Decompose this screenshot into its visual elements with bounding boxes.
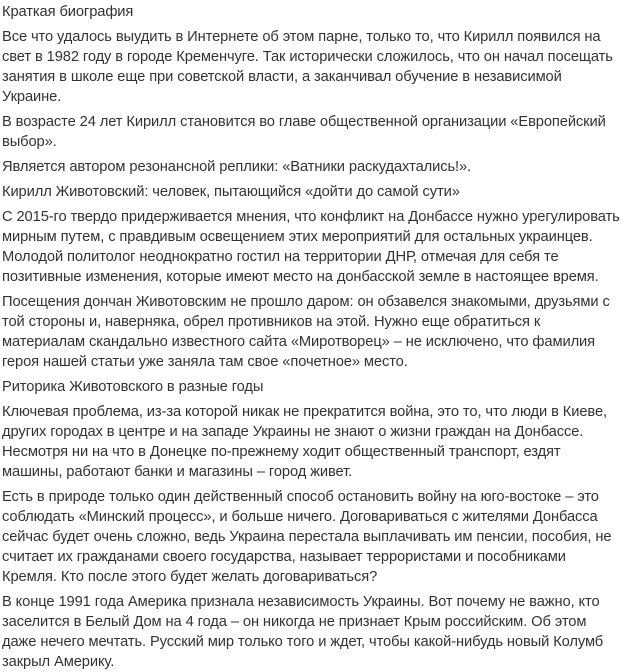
paragraph-visits-consequences: Посещения дончан Животовским не прошло даром: он обзавелся знакомыми, друзьями с той стороны и, наверняка, обрел противников на этой. Нужно еще обратиться к материалам скандально известного сайта «Миротворец» – не исключено, что фамилия героя нашей статьи уже заняла там свое «почетное» место. <box>2 294 610 370</box>
section-heading-rhetoric: Риторика Животовского в разные годы <box>2 379 264 395</box>
paragraph-america-crimea: В конце 1991 года Америка признала независимость Украины. Вот почему не важно, кто заселится в Белый Дом на 4 года – он никогда не признает Крым российским. Об этом даже нечего мечтать. Русский мир только того и ждет, чтобы какой-нибудь новый Колумб закрыл Америку. <box>2 594 604 670</box>
paragraph-birth-and-education: Все что удалось выудить в Интернете об этом парне, только то, что Кирилл появился на свет в 1982 году в городе Кременчуге. Так исторически сложилось, что он начал посещать занятия в школе еще при советской власти, а заканчивал обучение в независимой Украине. <box>2 29 613 105</box>
section-heading-short-biography: Краткая биография <box>2 4 134 20</box>
paragraph-peaceful-settlement: С 2015-го твердо придерживается мнения, что конфликт на Донбассе нужно урегулировать мирным путем, с правдивым освещением этих мероприятий для остальных украинцев. Молодой политолог неоднократно гостил на территории ДНР, отмечая для себя те позитивные изменения, которые имеют место на донбасской земле в настоящее время. <box>2 209 620 285</box>
paragraph-minsk-process: Есть в природе только один действенный способ остановить войну на юго-востоке – это соблюдать «Минский процесс», и больше ничего. Договариваться с жителями Донбасса сейчас будет очень сложно, ведь Украина перестала выплачивать им пенсии, пособия, не считает их гражданами своего государства, называет террористами и пособниками Кремля. Кто после этого будет желать договариваться? <box>2 489 612 585</box>
section-heading-to-the-essence: Кирилл Животовский: человек, пытающийся «дойти до самой сути» <box>2 184 460 200</box>
paragraph-key-problem: Ключевая проблема, из-за которой никак не прекратится война, это то, что люди в Киеве, других городах в центре и на западе Украины не знают о жизни граждан на Донбассе. Несмотря ни на что в Донецке по-прежнему ходит общественный транспорт, ездят машины, работают банки и магазины – город живет. <box>2 404 607 480</box>
paragraph-famous-quote: Является автором резонансной реплики: «Ватники раскудахтались!». <box>2 159 472 175</box>
paragraph-european-choice: В возрасте 24 лет Кирилл становится во главе общественной организации «Европейский выбор». <box>2 114 606 150</box>
